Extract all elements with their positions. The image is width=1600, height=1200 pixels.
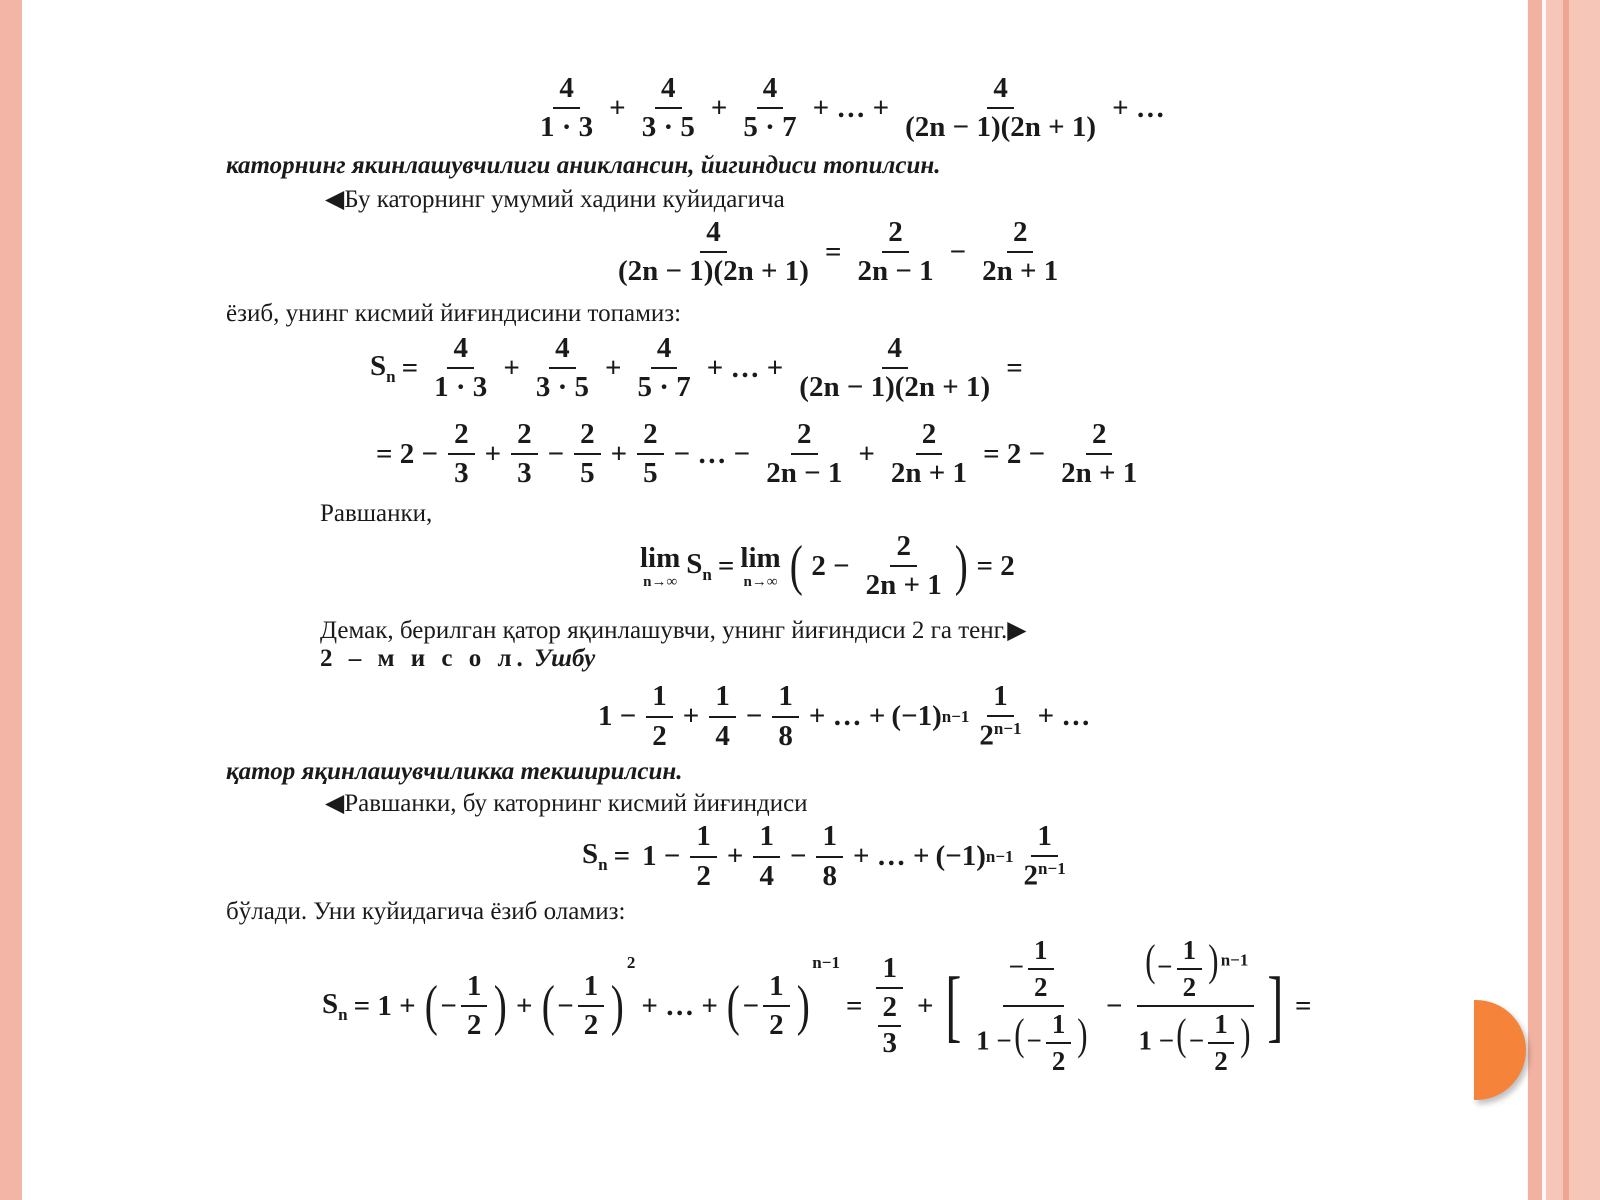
fraction: − $\frac{1}{2}$ 1 −(− $\frac{1}{2}$ ) [976, 935, 1088, 1077]
obvious-text: Равшанки, [320, 500, 433, 527]
task2-text: қатор яқинлашувчиликка текширилсин. [226, 758, 683, 785]
sn-label: $S_n$ [370, 349, 396, 386]
bulad-text: бўлади. Уни куйидагича ёзиб оламиз: [226, 898, 626, 925]
write-text: ёзиб, унинг кисмий йиғиндисини топамиз: [226, 300, 682, 327]
slide-border-right [1528, 0, 1542, 1200]
fraction: 1 2 3 [872, 952, 907, 1060]
intro2-text: ◀Равшанки, бу каторнинг кисмий йиғиндиси [325, 790, 808, 817]
fraction: $\frac{2}{5}$ [637, 418, 664, 491]
fraction: $\frac{2}{2n + 1}$ [982, 216, 1059, 288]
fraction: $\frac{1}{2}$ [690, 820, 717, 893]
sn-label: $S_n$ [322, 987, 348, 1024]
fraction: $\frac{4}{1 \cdot 3}$ [434, 332, 488, 404]
example-heading [320, 645, 595, 673]
fraction: $\frac{4}{(2n - 1)(2n + 1)}$ [905, 72, 1097, 144]
geometric-sum-formula: $S_n$ = 1 + ( − $\frac{1}{2}$ ) + ( − $\frac{1}{2}$ ) 2 + … + ( − $\frac{1}{2}$ ) n−1 = 1 2 3 + [ − $\frac{1}{2}$ 1 −(− $\frac{1}{2}$ ) − (− $\frac{1}{2}$ ) $^{n-1}$ 1 −(− $\frac{1}{2}$ ) ] = [322, 935, 1312, 1077]
conclusion-text: Демак, берилган қатор яқинлашувчи, унинг йиғиндиси 2 га тенг.▶ [320, 617, 1027, 644]
fraction: $\frac{2}{2n + 1}$ [865, 530, 942, 602]
slide-border-left [0, 0, 22, 1200]
fraction: $\frac{1}{2}$ [578, 970, 605, 1043]
lim-operator: lim n→∞ [740, 542, 781, 591]
lim-operator: lim n→∞ [640, 542, 681, 591]
series2-formula: 1 − $\frac{1}{2}$ + $\frac{1}{4}$ − $\frac{1}{8}$ + … + (−1) n−1 $\frac{1}{2^{n-1}}$ + … [598, 680, 1091, 752]
fraction: $\frac{1}{2^{n-1}}$ [979, 680, 1022, 752]
fraction: $\frac{2}{5}$ [574, 418, 601, 491]
example-number: 2 – м и с о л. [320, 645, 528, 672]
slide-border-right-stripe [1563, 0, 1569, 1200]
fraction: $\frac{1}{8}$ [816, 820, 843, 893]
fraction: $\frac{2}{2n + 1}$ [1061, 418, 1138, 490]
example-word: Ушбу [534, 645, 596, 672]
decomposition-formula: $\frac{4}{(2n - 1)(2n + 1)}$ = $\frac{2}{2n - 1}$ − $\frac{2}{2n + 1}$ [608, 216, 1068, 289]
task1-text: каторнинг якинлашувчилиги аникланcин, йигиндиси топилсин. [226, 152, 941, 179]
fraction: $\frac{4}{5 \cdot 7}$ [743, 72, 797, 144]
fraction: (− $\frac{1}{2}$ ) $^{n-1}$ 1 −(− $\frac{1}{2}$ ) [1133, 935, 1259, 1077]
fraction: $\frac{2}{2n - 1}$ [857, 216, 934, 288]
telescoping-formula: = 2 − $\frac{2}{3}$ + $\frac{2}{3}$ − $\frac{2}{5}$ + $\frac{2}{5}$ − … − $\frac{2}{2n - 1}$ + $\frac{2}{2n + 1}$ = 2 − $\frac{2}{2n + 1}$ [370, 418, 1147, 491]
partial-sum-formula: $S_n$ = $\frac{4}{1 \cdot 3}$ + $\frac{4}{3 \cdot 5}$ + $\frac{4}{5 \cdot 7}$ + … + $\frac{4}{(2n - 1)(2n + 1)}$ = [370, 332, 1023, 404]
fraction: $\frac{1}{2^{n-1}}$ [1023, 820, 1066, 892]
intro1-text: ◀Бу каторнинг умумий хадини куйидагича [325, 186, 785, 213]
fraction: $\frac{4}{(2n - 1)(2n + 1)}$ [618, 216, 809, 288]
fraction: $\frac{2}{3}$ [448, 418, 475, 491]
fraction: $\frac{1}{2}$ [461, 970, 488, 1043]
sn-label: $S_n$ [582, 838, 608, 875]
fraction: $\frac{1}{2}$ [646, 680, 673, 753]
fraction: $\frac{1}{8}$ [772, 680, 799, 753]
fraction: $\frac{4}{3 \cdot 5}$ [641, 72, 695, 144]
fraction: $\frac{4}{1 \cdot 3}$ [540, 72, 594, 144]
fraction: $\frac{2}{3}$ [511, 418, 538, 491]
fraction: $\frac{4}{3 \cdot 5}$ [535, 332, 590, 404]
fraction: $\frac{2}{2n - 1}$ [766, 418, 843, 490]
limit-formula: lim n→∞ $S_n$ = lim n→∞ ( 2 − $\frac{2}{2n + 1}$ ) = 2 [640, 530, 1015, 602]
fraction: $\frac{1}{4}$ [753, 820, 780, 893]
fraction: $\frac{1}{4}$ [709, 680, 736, 753]
sn-label: $S_n$ [686, 547, 712, 584]
partial-sum2-formula: $S_n$ = 1 − $\frac{1}{2}$ + $\frac{1}{4}$ − $\frac{1}{8}$ + … + (−1) n−1 $\frac{1}{2^{n-1}}$ [582, 820, 1076, 893]
series1-formula: $\frac{4}{1 \cdot 3}$ + $\frac{4}{3 \cdot 5}$ + $\frac{4}{5 \cdot 7}$ + … + $\frac{4}{(2n - 1)(2n + 1)}$ + … [530, 72, 1171, 145]
slide-border-right-outer [1546, 0, 1600, 1200]
fraction: $\frac{4}{5 \cdot 7}$ [637, 332, 691, 404]
fraction: $\frac{1}{2}$ [763, 970, 790, 1043]
fraction: $\frac{4}{(2n - 1)(2n + 1)}$ [799, 332, 991, 404]
fraction: $\frac{2}{2n + 1}$ [890, 418, 968, 490]
